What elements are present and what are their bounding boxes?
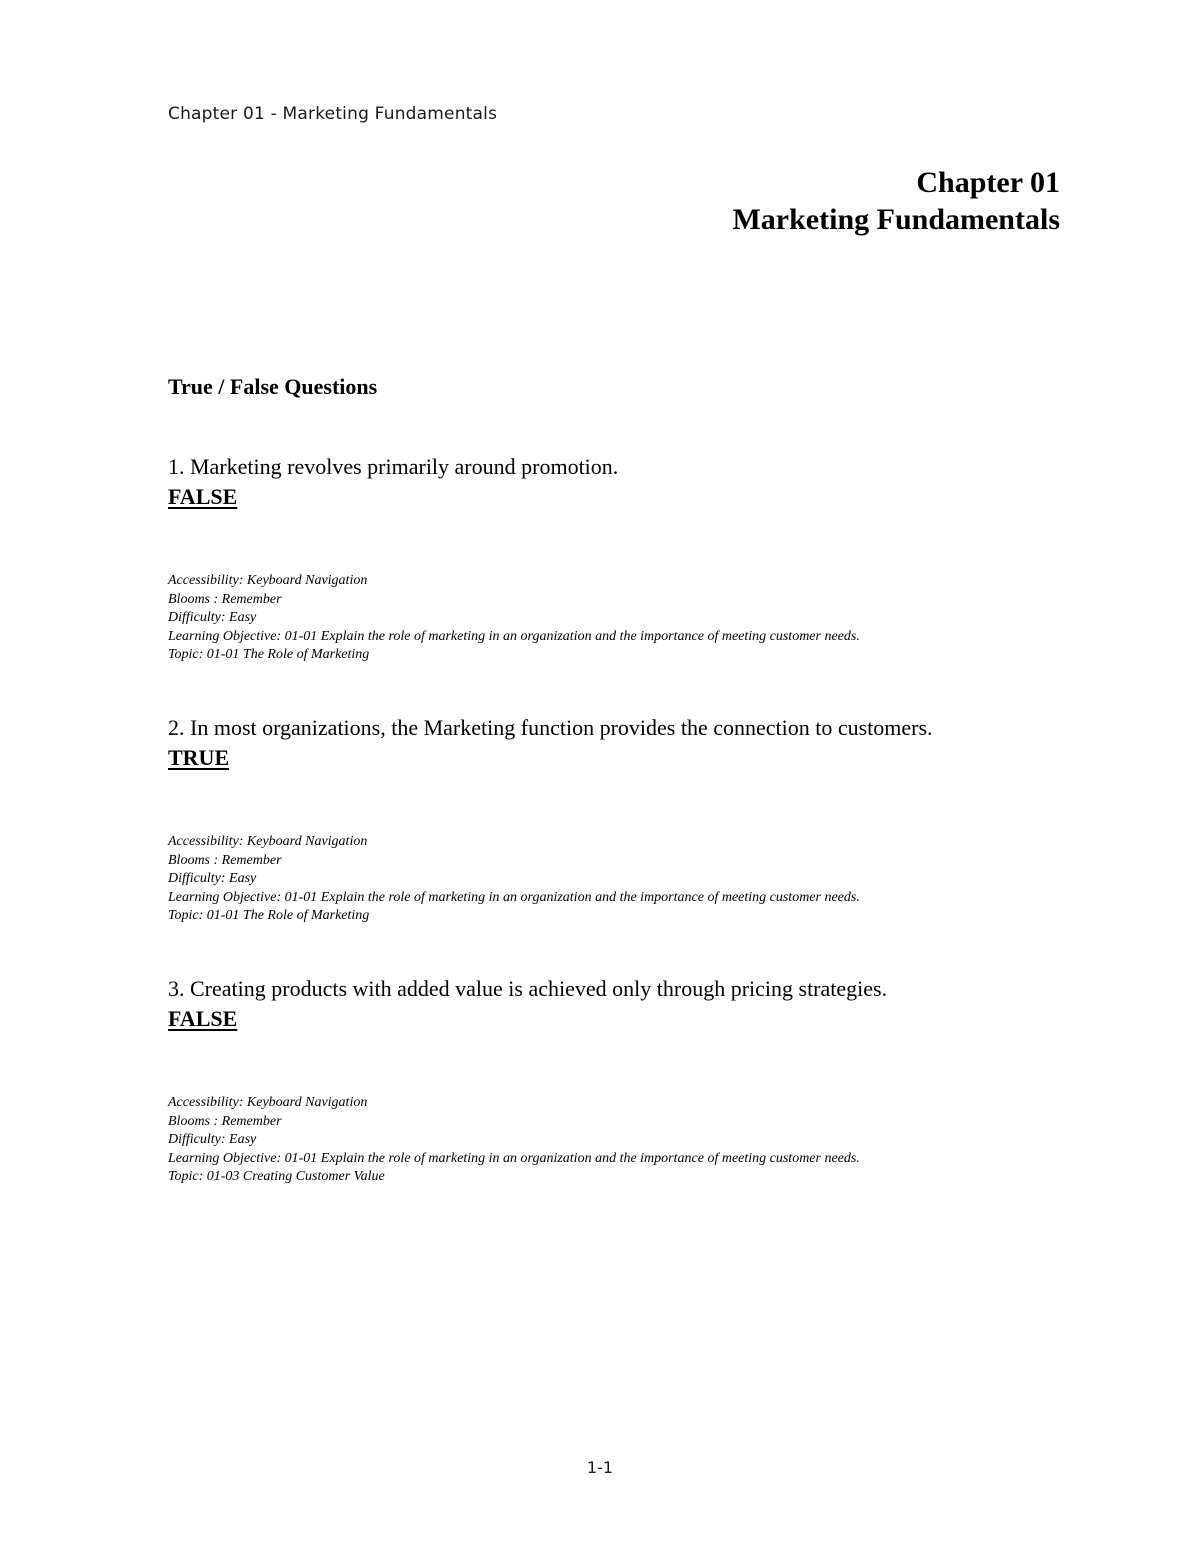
meta-difficulty: Difficulty: Easy — [168, 871, 257, 887]
meta-accessibility: Accessibility: Keyboard Navigation — [168, 833, 368, 849]
question-metadata — [168, 1094, 1060, 1187]
page-number-footer: 1-1 — [586, 1458, 614, 1477]
spacer — [168, 512, 1060, 572]
meta-blooms: Blooms : Remember — [168, 852, 282, 868]
question-item — [168, 452, 1060, 713]
meta-learning-objective: Learning Objective: 01-01 Explain the role of marketing in an organization and the importance of meeting customer needs. — [168, 889, 860, 905]
chapter-title — [168, 164, 1060, 238]
spacer — [168, 773, 1060, 833]
meta-accessibility: Accessibility: Keyboard Navigation — [168, 1094, 368, 1110]
question-list — [168, 452, 1060, 1187]
meta-learning-objective: Learning Objective: 01-01 Explain the role of marketing in an organization and the importance of meeting customer needs. — [168, 628, 860, 644]
question-item — [168, 713, 1060, 974]
running-header: Chapter 01 - Marketing Fundamentals — [168, 104, 498, 124]
spacer — [168, 1034, 1060, 1094]
spacer — [168, 926, 1060, 974]
meta-topic: Topic: 01-01 The Role of Marketing — [168, 908, 370, 924]
meta-topic: Topic: 01-01 The Role of Marketing — [168, 647, 370, 663]
question-answer: FALSE — [168, 484, 238, 509]
question-metadata — [168, 833, 1060, 926]
question-text: 1. Marketing revolves primarily around promotion. — [168, 454, 619, 479]
question-text: 2. In most organizations, the Marketing function provides the connection to customers. — [168, 714, 933, 740]
meta-learning-objective: Learning Objective: 01-01 Explain the role of marketing in an organization and the importance of meeting customer needs. — [168, 1150, 860, 1166]
chapter-title-line-2: Marketing Fundamentals — [732, 203, 1060, 236]
section-heading-true-false-questions: True / False Questions — [168, 374, 378, 399]
meta-accessibility: Accessibility: Keyboard Navigation — [168, 573, 368, 588]
meta-blooms: Blooms : Remember — [168, 1113, 282, 1129]
meta-difficulty: Difficulty: Easy — [168, 610, 257, 626]
meta-difficulty: Difficulty: Easy — [168, 1132, 257, 1148]
question-metadata — [168, 572, 1060, 665]
question-item — [168, 974, 1060, 1187]
question-answer: TRUE — [168, 744, 230, 770]
meta-topic: Topic: 01-03 Creating Customer Value — [168, 1169, 385, 1185]
question-text: 3. Creating products with added value is achieved only through pricing strategies. — [168, 975, 888, 1001]
meta-blooms: Blooms : Remember — [168, 591, 282, 607]
spacer — [168, 665, 1060, 713]
chapter-title-line-1: Chapter 01 — [916, 166, 1060, 199]
question-answer: FALSE — [168, 1005, 238, 1031]
